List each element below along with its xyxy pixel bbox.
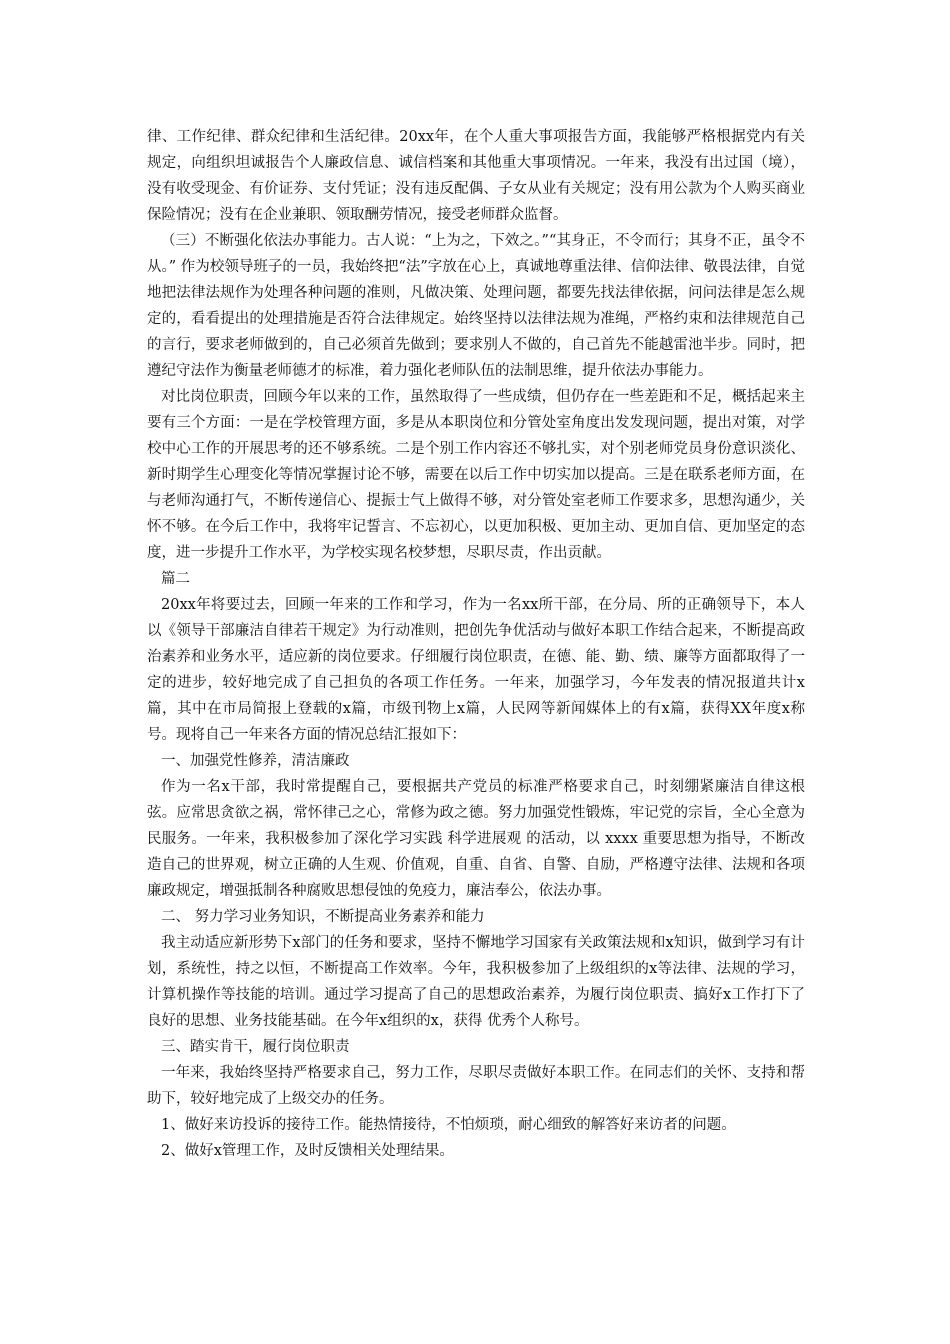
paragraph-job-duties: 一年来，我始终坚持严格要求自己，努力工作，尽职尽责做好本职工作。在同志们的关怀、支持和帮助下，较好地完成了上级交办的任务。 [147,1065,805,1107]
paragraph-shortcomings: 对比岗位职责，回顾今年以来的工作，虽然取得了一些成绩，但仍存在一些差距和不足，概括起来主要有三个方面：一是在学校管理方面，多是从本职岗位和分管处室角度出发发现问题，提出对策，对学校中心工作的开展思考的还不够系统。二是个别工作内容还不够扎实，对个别老师党员身份意识淡化、新时期学生心理变化等情况掌握讨论不够，需要在以后工作中切实加以提高。三是在联系老师方面，在与老师沟通打气，不断传递信心、提振士气上做得不够，对分管处室老师工作要求多，思想沟通少，关怀不够。在今后工作中，我将牢记誓言、不忘初心，以更加积极、更加主动、更加自信、更加坚定的态度，进一步提升工作水平，为学校实现名校梦想，尽职尽责，作出贡献。 [147,389,805,561]
list-item-management: 2、做好x管理工作，及时反馈相关处理结果。 [161,1143,454,1159]
paragraph-business-study: 我主动适应新形势下x部门的任务和要求，坚持不懈地学习国家有关政策法规和x知识，做到学习有计划，系统性，持之以恒，不断提高工作效率。今年，我积极参加了上级组织的x等法律、法规的学习，计算机操作等技能的培训。通过学习提高了自己的思想政治素养，为履行岗位职责、搞好x工作打下了良好的思想、业务技能基础。在今年x组织的x，获得 优秀个人称号。 [147,935,805,1029]
heading-job-duties: 三、踏实肯干，履行岗位职责 [161,1039,350,1055]
paragraph-rule-of-law: （三）不断强化依法办事能力。古人说：“上为之，下效之。”“其身正，不令而行；其身不正，虽令不从。” 作为校领导班子的一员，我始终把“法”字放在心上，真诚地尊重法律、信仰法律、敬畏法律，自觉地把法律法规作为处理各种问题的准则，凡做决策、处理问题，都要先找法律依据，问问法律是怎么规定的，看看提出的处理措施是否符合法律规定。始终坚持以法律法规为准绳，严格约束和法律规范自己的言行，要求老师做到的，自己必须首先做到；要求别人不做的，自己首先不能越雷池半步。同时，把遵纪守法作为衡量老师德才的标准，着力强化老师队伍的法制思维，提升依法办事能力。 [147,233,805,379]
paragraph-party-spirit: 作为一名x干部，我时常提醒自己，要根据共产党员的标准严格要求自己，时刻绷紧廉洁自律这根弦。应常思贪欲之祸，常怀律己之心，常修为政之德。努力加强党性锻炼，牢记党的宗旨，全心全意为民服务。一年来，我积极参加了深化学习实践 科学进展观 的活动，以 xxxx 重要思想为指导，不断改造自己的世界观，树立正确的人生观、价值观，自重、自省、自警、自励，严格遵守法律、法规和各项廉政规定，增强抵制各种腐败思想侵蚀的免疫力，廉洁奉公，依法办事。 [147,779,805,899]
paragraph-intro-part-two: 20xx年将要过去，回顾一年来的工作和学习，作为一名xx所干部，在分局、所的正确领导下，本人以《领导干部廉洁自律若干规定》为行动准则，把创先争优活动与做好本职工作结合起来，不断提高政治素养和业务水平，适应新的岗位要求。仔细履行岗位职责，在德、能、勤、绩、廉等方面都取得了一定的进步，较好地完成了自己担负的各项工作任务。一年来，加强学习，今年发表的情况报道共计x篇，其中在市局简报上登载的x篇，市级刊物上x篇，人民网等新闻媒体上的有x篇，获得XX年度x称号。现将自己一年来各方面的情况总结汇报如下： [147,597,805,743]
paragraph-discipline: 律、工作纪律、群众纪律和生活纪律。20xx年，在个人重大事项报告方面，我能够严格根据党内有关规定，向组织坦诚报告个人廉政信息、诚信档案和其他重大事项情况。一年来，我没有出过国（境），没有收受现金、有价证券、支付凭证；没有违反配偶、子女从业有关规定；没有用公款为个人购买商业保险情况；没有在企业兼职、领取酬劳情况，接受老师群众监督。 [147,129,805,223]
section-title-part-two: 篇二 [161,571,190,587]
heading-party-spirit: 一、加强党性修养，清洁廉政 [161,753,350,769]
list-item-visits: 1、做好来访投诉的接待工作。能热情接待，不怕烦琐，耐心细致的解答好来访者的问题。 [161,1117,736,1133]
heading-business-study: 二、 努力学习业务知识，不断提高业务素养和能力 [161,909,485,925]
